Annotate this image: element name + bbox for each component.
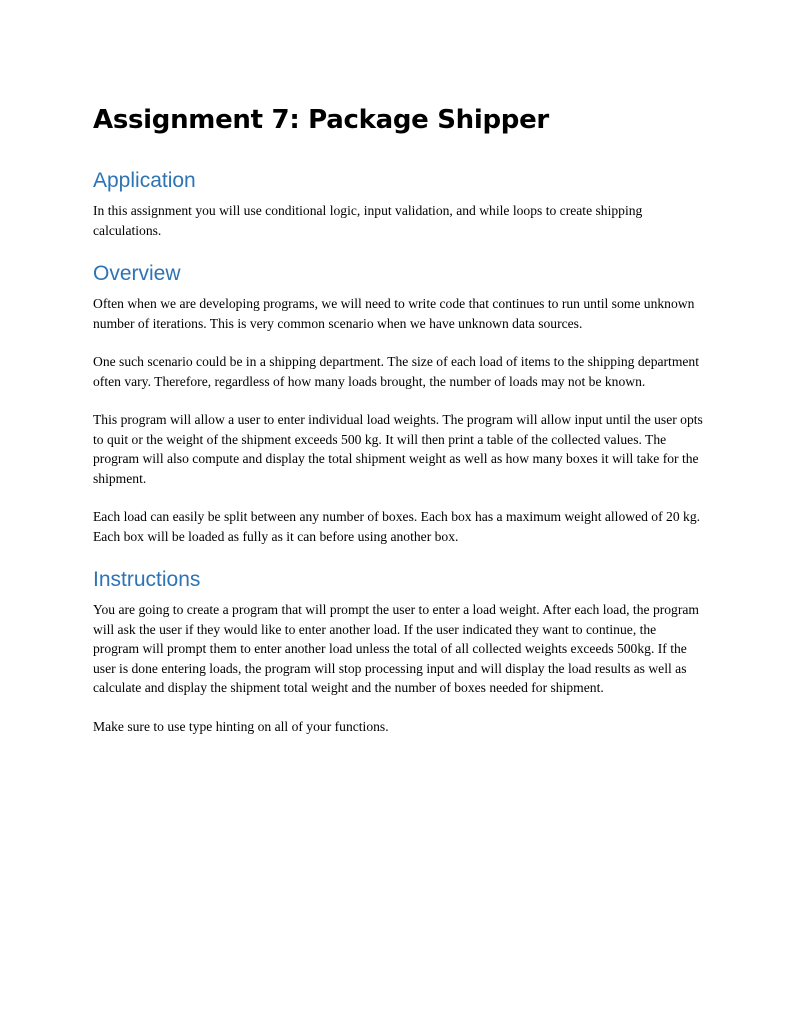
paragraph-overview-2: One such scenario could be in a shipping department. The size of each load of items to the shipping department often vary. Therefore, regardless of how many loads brought, the number of loads may not be known.: [93, 354, 700, 389]
paragraph-overview-1: Often when we are developing programs, we will need to write code that continues to run until some unknown number of iterations. This is very common scenario when we have unknown data sources.: [93, 296, 695, 331]
section-overview: [93, 260, 703, 546]
heading-overview: Overview: [93, 262, 181, 285]
paragraph-overview-3: This program will allow a user to enter individual load weights. The program will allow input until the user opts to quit or the weight of the shipment exceeds 500 kg. It will then print a table of the collected values. The program will also compute and display the total shipment weight as well as how many boxes it will take for the shipment.: [93, 412, 703, 486]
paragraph-overview-4: Each load can easily be split between any number of boxes. Each box has a maximum weight allowed of 20 kg. Each box will be loaded as fully as it can before using another box.: [93, 509, 701, 544]
paragraph-instructions-1: You are going to create a program that will prompt the user to enter a load weight. After each load, the program will ask the user if they would like to enter another load. If the user indicated they want to continue, the program will prompt them to enter another load unless the total of all collected weights exceeds 500kg. If the user is done entering loads, the program will stop processing input and will display the load results as well as calculate and display the shipment total weight and the number of boxes needed for shipment.: [93, 602, 699, 695]
section-application: [93, 167, 703, 240]
paragraph-instructions-2: Make sure to use type hinting on all of your functions.: [93, 718, 389, 734]
paragraph-application-1: In this assignment you will use conditional logic, input validation, and while loops to create shipping calculations.: [93, 203, 643, 238]
document-title: Assignment 7: Package Shipper: [93, 105, 549, 135]
heading-application: Application: [93, 169, 196, 192]
document-page: [93, 103, 703, 756]
heading-instructions: Instructions: [93, 568, 201, 591]
section-instructions: [93, 566, 703, 736]
